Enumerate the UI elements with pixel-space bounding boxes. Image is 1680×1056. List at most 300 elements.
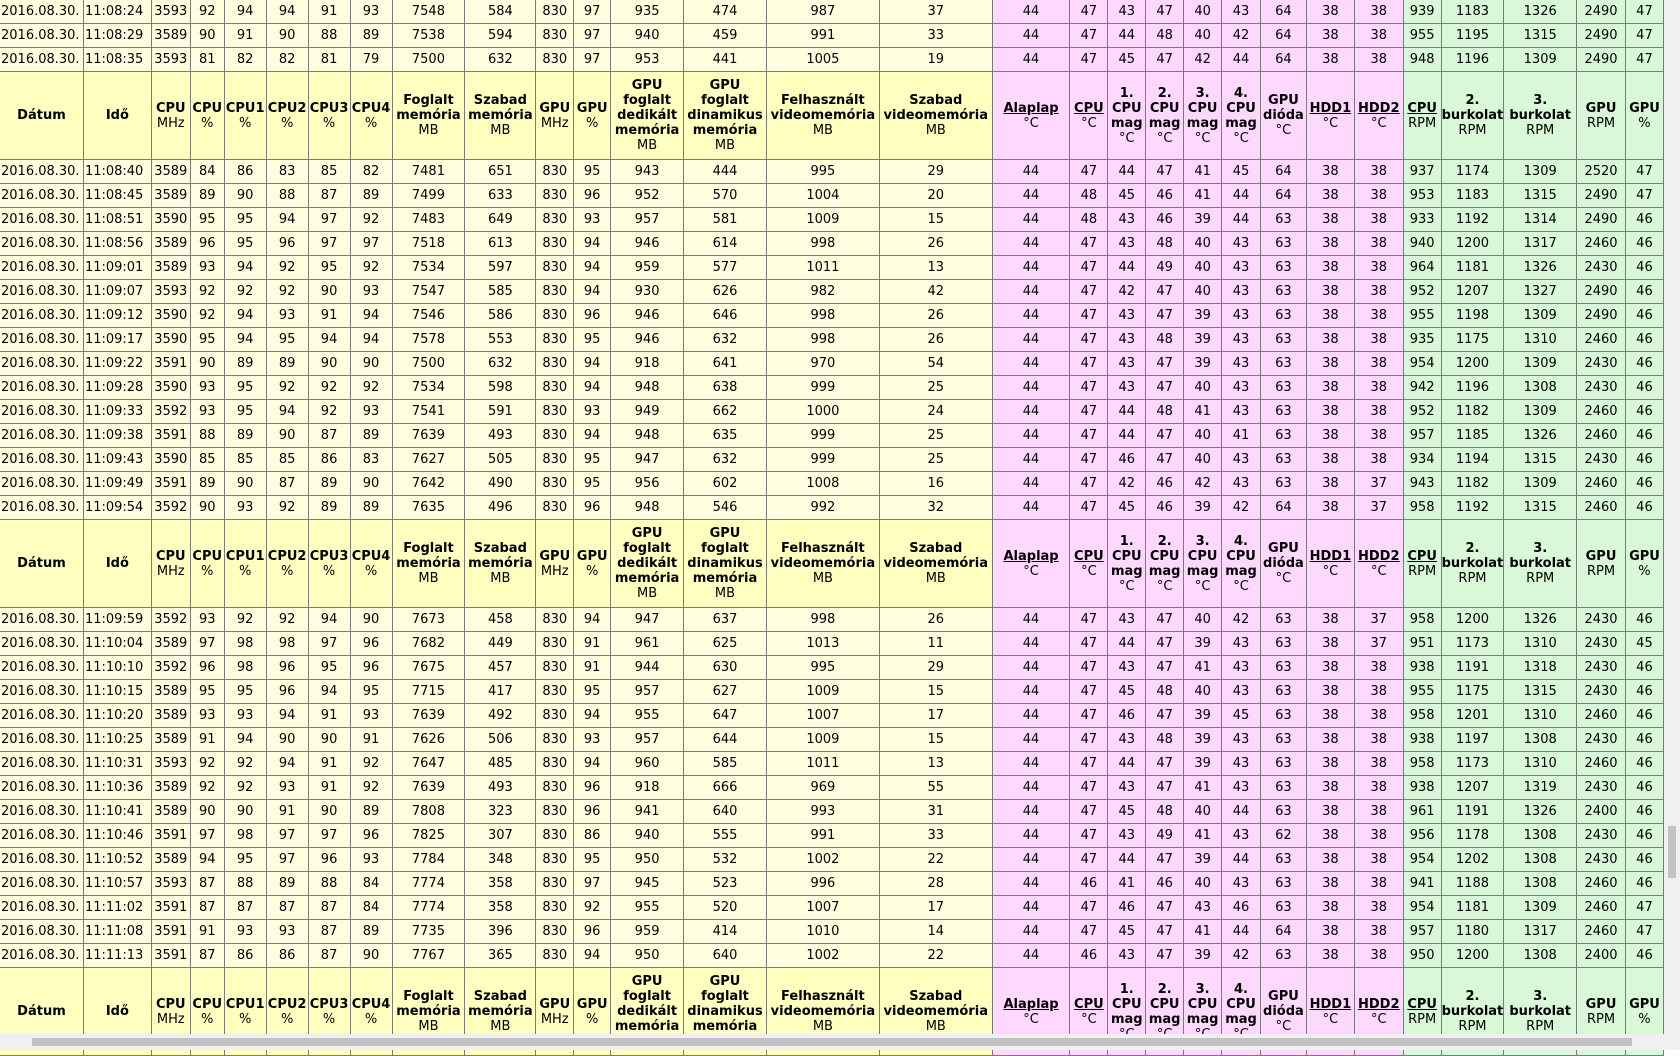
table-cell: 44 bbox=[993, 824, 1071, 848]
column-header-label: 1. bbox=[1119, 533, 1134, 549]
column-header-label: CPU bbox=[1187, 548, 1218, 564]
column-header-label: 3. bbox=[1195, 533, 1210, 549]
table-cell: 969 bbox=[767, 776, 880, 800]
column-sort-link[interactable] bbox=[993, 549, 1070, 564]
table-cell: 38 bbox=[1355, 896, 1404, 920]
column-header-label: CPU4 bbox=[351, 100, 391, 116]
table-cell: 11:10:57 bbox=[84, 872, 152, 896]
table-cell: 2490 bbox=[1577, 24, 1626, 48]
column-unit: MB bbox=[812, 571, 833, 586]
column-header-label: CPU bbox=[1407, 996, 1437, 1012]
table-cell: 92 bbox=[191, 776, 225, 800]
table-cell: 3590 bbox=[152, 376, 191, 400]
table-cell: 82 bbox=[225, 48, 267, 72]
table-row bbox=[0, 872, 1664, 896]
table-cell: 37 bbox=[880, 0, 993, 24]
table-cell: 47 bbox=[1626, 160, 1664, 184]
table-cell: 999 bbox=[767, 424, 880, 448]
table-cell: 94 bbox=[351, 328, 393, 352]
column-header-label: HDD2 bbox=[1358, 996, 1400, 1012]
column-sort-link[interactable] bbox=[1070, 549, 1107, 564]
table-cell: 964 bbox=[1404, 256, 1442, 280]
table-cell: 7481 bbox=[393, 160, 466, 184]
table-cell: 830 bbox=[536, 208, 574, 232]
column-header-label: Szabad bbox=[473, 93, 527, 108]
column-header[interactable] bbox=[1355, 520, 1404, 608]
column-unit: °C bbox=[1275, 1019, 1292, 1034]
table-cell: 38 bbox=[1307, 632, 1355, 656]
column-unit: RPM bbox=[1458, 1019, 1487, 1034]
column-header bbox=[191, 72, 225, 160]
column-unit: % bbox=[280, 1011, 294, 1027]
table-cell: 2490 bbox=[1577, 48, 1626, 72]
table-cell: 3591 bbox=[152, 920, 191, 944]
table-cell: 45 bbox=[1626, 632, 1664, 656]
table-cell: 41 bbox=[1184, 400, 1222, 424]
column-sort-link[interactable] bbox=[1355, 101, 1403, 116]
table-cell: 47 bbox=[1070, 232, 1108, 256]
column-header[interactable] bbox=[1355, 72, 1404, 160]
table-cell: 11:10:25 bbox=[84, 728, 152, 752]
column-sort-link[interactable] bbox=[1355, 997, 1403, 1012]
table-cell: 87 bbox=[309, 944, 351, 968]
table-row bbox=[0, 944, 1664, 968]
table-cell: 47 bbox=[1070, 608, 1108, 632]
table-cell: 3592 bbox=[152, 496, 191, 520]
column-sort-link[interactable] bbox=[1404, 101, 1441, 116]
column-header-label: GPU bbox=[539, 100, 571, 116]
table-cell: 626 bbox=[684, 280, 767, 304]
table-cell: 92 bbox=[225, 752, 267, 776]
table-cell: 44 bbox=[993, 944, 1071, 968]
table-cell: 11:10:31 bbox=[84, 752, 152, 776]
table-cell: 86 bbox=[309, 448, 351, 472]
table-row bbox=[0, 328, 1664, 352]
column-header bbox=[1184, 520, 1222, 608]
table-cell: 830 bbox=[536, 424, 574, 448]
table-cell: 79 bbox=[351, 48, 393, 72]
table-cell: 614 bbox=[684, 232, 767, 256]
table-cell: 38 bbox=[1355, 728, 1404, 752]
column-header-label: 3. bbox=[1533, 93, 1548, 108]
column-header-label: CPU bbox=[1149, 548, 1180, 564]
column-sort-link[interactable] bbox=[993, 101, 1070, 116]
table-cell: 17 bbox=[880, 704, 993, 728]
table-cell: 2016.08.30. bbox=[0, 728, 84, 752]
table-cell: 38 bbox=[1355, 0, 1404, 24]
table-cell: 47 bbox=[1070, 280, 1108, 304]
table-cell: 830 bbox=[536, 160, 574, 184]
table-cell: 2016.08.30. bbox=[0, 448, 84, 472]
table-cell: 44 bbox=[993, 872, 1071, 896]
table-cell: 38 bbox=[1355, 776, 1404, 800]
table-cell: 82 bbox=[267, 48, 309, 72]
table-cell: 37 bbox=[1355, 632, 1404, 656]
table-cell: 89 bbox=[351, 800, 393, 824]
table-cell: 96 bbox=[191, 232, 225, 256]
table-cell: 1310 bbox=[1504, 752, 1577, 776]
column-header[interactable] bbox=[1307, 520, 1355, 608]
column-header bbox=[351, 72, 393, 160]
table-cell: 3589 bbox=[152, 632, 191, 656]
column-header[interactable] bbox=[1404, 520, 1442, 608]
column-header-label: CPU1 bbox=[225, 996, 265, 1012]
table-cell: 22 bbox=[880, 944, 993, 968]
table-cell: 89 bbox=[267, 872, 309, 896]
column-header-label: CPU bbox=[1074, 996, 1104, 1012]
table-cell: 961 bbox=[1404, 800, 1442, 824]
column-header-label: GPU bbox=[631, 526, 663, 541]
table-cell: 38 bbox=[1355, 680, 1404, 704]
table-cell: 95 bbox=[225, 400, 267, 424]
table-cell: 43 bbox=[1222, 280, 1261, 304]
table-cell: 47 bbox=[1626, 896, 1664, 920]
table-cell: 1309 bbox=[1504, 472, 1577, 496]
column-header-label: dedikált bbox=[617, 1004, 678, 1019]
table-cell: 47 bbox=[1146, 752, 1184, 776]
table-cell: 91 bbox=[574, 632, 611, 656]
table-cell: 43 bbox=[1108, 776, 1146, 800]
table-cell: 39 bbox=[1184, 752, 1222, 776]
table-cell: 11:10:52 bbox=[84, 848, 152, 872]
vertical-scrollbar[interactable] bbox=[1664, 0, 1680, 1050]
table-cell: 47 bbox=[1146, 48, 1184, 72]
table-row bbox=[0, 920, 1664, 944]
table-cell: 46 bbox=[1626, 400, 1664, 424]
table-cell: 633 bbox=[465, 184, 536, 208]
table-cell: 92 bbox=[225, 280, 267, 304]
table-cell: 998 bbox=[767, 608, 880, 632]
column-unit: °C bbox=[1156, 578, 1173, 594]
table-cell: 90 bbox=[351, 472, 393, 496]
table-cell: 84 bbox=[351, 896, 393, 920]
table-cell: 47 bbox=[1146, 704, 1184, 728]
table-cell: 830 bbox=[536, 632, 574, 656]
table-cell: 993 bbox=[767, 800, 880, 824]
table-row bbox=[0, 400, 1664, 424]
table-cell: 570 bbox=[684, 184, 767, 208]
column-header-label: Szabad bbox=[909, 989, 963, 1004]
table-cell: 1201 bbox=[1442, 704, 1505, 728]
table-cell: 96 bbox=[267, 656, 309, 680]
table-cell: 38 bbox=[1355, 848, 1404, 872]
table-cell: 11:09:49 bbox=[84, 472, 152, 496]
table-cell: 2430 bbox=[1577, 376, 1626, 400]
table-cell: 95 bbox=[574, 448, 611, 472]
table-cell: 947 bbox=[611, 448, 684, 472]
column-sort-link[interactable] bbox=[1307, 549, 1354, 564]
column-header-label: CPU bbox=[1111, 996, 1142, 1012]
table-cell: 46 bbox=[1626, 680, 1664, 704]
table-cell: 88 bbox=[309, 24, 351, 48]
table-cell: 43 bbox=[1184, 896, 1222, 920]
column-header-label: mag bbox=[1148, 115, 1181, 131]
table-cell: 1310 bbox=[1504, 632, 1577, 656]
table-row bbox=[0, 448, 1664, 472]
column-header bbox=[84, 520, 152, 608]
table-cell: 41 bbox=[1108, 872, 1146, 896]
table-cell: 1309 bbox=[1504, 896, 1577, 920]
column-unit: °C bbox=[1023, 115, 1039, 131]
table-cell: 90 bbox=[191, 24, 225, 48]
table-cell: 1008 bbox=[767, 472, 880, 496]
table-cell: 2460 bbox=[1577, 920, 1626, 944]
table-cell: 94 bbox=[225, 304, 267, 328]
table-cell: 45 bbox=[1108, 680, 1146, 704]
column-header-label: mag bbox=[1186, 1011, 1219, 1027]
column-unit: RPM bbox=[1586, 115, 1616, 131]
table-cell: 43 bbox=[1222, 472, 1261, 496]
column-header-label: foglalt bbox=[623, 989, 671, 1004]
table-cell: 38 bbox=[1307, 848, 1355, 872]
table-cell: 45 bbox=[1108, 184, 1146, 208]
table-cell: 939 bbox=[1404, 0, 1442, 24]
table-cell: 97 bbox=[191, 824, 225, 848]
table-cell: 47 bbox=[1146, 848, 1184, 872]
table-cell: 1326 bbox=[1504, 608, 1577, 632]
table-cell: 47 bbox=[1070, 496, 1108, 520]
table-cell: 91 bbox=[191, 728, 225, 752]
table-cell: 958 bbox=[1404, 704, 1442, 728]
table-cell: 961 bbox=[611, 632, 684, 656]
table-cell: 2016.08.30. bbox=[0, 232, 84, 256]
table-cell: 97 bbox=[351, 232, 393, 256]
column-header-label: memória bbox=[396, 556, 461, 571]
table-cell: 830 bbox=[536, 944, 574, 968]
column-header[interactable] bbox=[1070, 72, 1108, 160]
table-cell: 2490 bbox=[1577, 184, 1626, 208]
column-header-label: Szabad bbox=[473, 989, 527, 1004]
column-header-label: GPU bbox=[1585, 100, 1617, 116]
column-header bbox=[684, 520, 767, 608]
table-cell: 88 bbox=[225, 872, 267, 896]
table-cell: 43 bbox=[1108, 944, 1146, 968]
column-sort-link[interactable] bbox=[1404, 549, 1441, 564]
table-cell: 43 bbox=[1222, 728, 1261, 752]
column-header-label: Szabad bbox=[473, 541, 527, 556]
table-cell: 941 bbox=[611, 800, 684, 824]
table-cell: 1318 bbox=[1504, 656, 1577, 680]
table-cell: 85 bbox=[309, 160, 351, 184]
table-cell: 581 bbox=[684, 208, 767, 232]
column-header bbox=[152, 72, 191, 160]
table-cell: 7642 bbox=[393, 472, 466, 496]
table-cell: 1011 bbox=[767, 752, 880, 776]
table-cell: 47 bbox=[1070, 376, 1108, 400]
column-header-label: CPU bbox=[1111, 100, 1142, 116]
table-cell: 613 bbox=[465, 232, 536, 256]
column-unit: MHz bbox=[540, 115, 569, 131]
column-header bbox=[225, 72, 267, 160]
column-sort-link[interactable] bbox=[1070, 997, 1107, 1012]
table-cell: 957 bbox=[611, 728, 684, 752]
table-cell: 11:08:40 bbox=[84, 160, 152, 184]
table-cell: 38 bbox=[1355, 352, 1404, 376]
column-header bbox=[1108, 72, 1146, 160]
table-cell: 7500 bbox=[393, 352, 466, 376]
column-unit: °C bbox=[1194, 130, 1211, 146]
table-cell: 584 bbox=[465, 0, 536, 24]
column-header-label: HDD1 bbox=[1309, 548, 1352, 564]
table-cell: 1315 bbox=[1504, 448, 1577, 472]
column-sort-link[interactable] bbox=[1307, 997, 1354, 1012]
table-cell: 38 bbox=[1355, 944, 1404, 968]
table-cell: 1194 bbox=[1442, 448, 1505, 472]
table-cell: 38 bbox=[1355, 232, 1404, 256]
table-cell: 651 bbox=[465, 160, 536, 184]
table-cell: 2430 bbox=[1577, 824, 1626, 848]
table-cell: 96 bbox=[574, 920, 611, 944]
table-cell: 28 bbox=[880, 872, 993, 896]
table-cell: 11:09:12 bbox=[84, 304, 152, 328]
table-cell: 44 bbox=[993, 328, 1071, 352]
table-cell: 952 bbox=[611, 184, 684, 208]
table-cell: 95 bbox=[574, 680, 611, 704]
column-header-label: videomemória bbox=[883, 556, 988, 571]
table-cell: 37 bbox=[1355, 496, 1404, 520]
table-cell: 7639 bbox=[393, 424, 466, 448]
horizontal-scrollbar[interactable] bbox=[0, 1034, 1664, 1050]
column-unit: % bbox=[280, 563, 294, 579]
column-header-label: GPU bbox=[631, 78, 663, 93]
column-header bbox=[536, 520, 574, 608]
vertical-scrollbar-thumb[interactable] bbox=[1668, 826, 1676, 878]
column-sort-link[interactable] bbox=[1070, 101, 1107, 116]
table-row bbox=[0, 0, 1664, 24]
table-cell: 46 bbox=[1626, 800, 1664, 824]
table-cell: 946 bbox=[611, 304, 684, 328]
table-cell: 830 bbox=[536, 608, 574, 632]
table-cell: 635 bbox=[684, 424, 767, 448]
table-cell: 47 bbox=[1070, 752, 1108, 776]
table-cell: 646 bbox=[684, 304, 767, 328]
table-cell: 63 bbox=[1261, 704, 1307, 728]
table-cell: 89 bbox=[351, 184, 393, 208]
table-cell: 2016.08.30. bbox=[0, 424, 84, 448]
table-cell: 44 bbox=[993, 232, 1071, 256]
column-header[interactable] bbox=[1404, 72, 1442, 160]
table-cell: 92 bbox=[267, 608, 309, 632]
table-row bbox=[0, 352, 1664, 376]
column-unit: MB bbox=[490, 1019, 511, 1034]
table-cell: 26 bbox=[880, 232, 993, 256]
table-cell: 63 bbox=[1261, 328, 1307, 352]
table-cell: 47 bbox=[1146, 0, 1184, 24]
table-cell: 96 bbox=[309, 848, 351, 872]
column-header bbox=[1108, 520, 1146, 608]
table-cell: 47 bbox=[1146, 160, 1184, 184]
column-sort-link[interactable] bbox=[1307, 101, 1354, 116]
column-unit: RPM bbox=[1408, 563, 1437, 579]
column-header[interactable] bbox=[1307, 72, 1355, 160]
table-cell: 38 bbox=[1307, 680, 1355, 704]
table-cell: 2460 bbox=[1577, 232, 1626, 256]
table-cell: 47 bbox=[1070, 824, 1108, 848]
table-cell: 41 bbox=[1184, 160, 1222, 184]
table-cell: 996 bbox=[767, 872, 880, 896]
table-cell: 7774 bbox=[393, 896, 466, 920]
table-cell: 307 bbox=[465, 824, 536, 848]
column-header-label: burkolat bbox=[1509, 1004, 1572, 1019]
table-cell: 11:09:22 bbox=[84, 352, 152, 376]
table-cell: 44 bbox=[1222, 208, 1261, 232]
table-cell: 47 bbox=[1070, 848, 1108, 872]
table-cell: 91 bbox=[309, 752, 351, 776]
column-header-label: CPU bbox=[1149, 100, 1180, 116]
column-header-label: Dátum bbox=[17, 108, 66, 123]
table-cell: 43 bbox=[1108, 824, 1146, 848]
table-cell: 63 bbox=[1261, 872, 1307, 896]
column-header[interactable] bbox=[1070, 520, 1108, 608]
table-cell: 47 bbox=[1146, 608, 1184, 632]
table-cell: 1181 bbox=[1442, 896, 1505, 920]
column-sort-link[interactable] bbox=[1404, 997, 1441, 1012]
column-header bbox=[267, 72, 309, 160]
table-cell: 1174 bbox=[1442, 160, 1505, 184]
table-cell: 995 bbox=[767, 160, 880, 184]
table-cell: 38 bbox=[1307, 400, 1355, 424]
column-header-label: memória bbox=[692, 123, 758, 138]
column-header-label: CPU bbox=[1226, 996, 1256, 1012]
table-cell: 3589 bbox=[152, 776, 191, 800]
table-cell: 7627 bbox=[393, 448, 466, 472]
table-cell: 92 bbox=[225, 608, 267, 632]
column-header-label: 1. bbox=[1119, 981, 1134, 997]
table-cell: 7767 bbox=[393, 944, 466, 968]
table-cell: 46 bbox=[1626, 448, 1664, 472]
table-cell: 597 bbox=[465, 256, 536, 280]
column-unit: MB bbox=[637, 138, 658, 153]
column-sort-link[interactable] bbox=[1355, 549, 1403, 564]
table-cell: 92 bbox=[351, 208, 393, 232]
table-cell: 1202 bbox=[1442, 848, 1505, 872]
table-cell: 43 bbox=[1108, 304, 1146, 328]
table-cell: 42 bbox=[1222, 944, 1261, 968]
table-cell: 38 bbox=[1307, 256, 1355, 280]
table-cell: 13 bbox=[880, 256, 993, 280]
table-cell: 88 bbox=[191, 424, 225, 448]
horizontal-scrollbar-thumb[interactable] bbox=[32, 1038, 1632, 1046]
table-cell: 3590 bbox=[152, 328, 191, 352]
column-unit: RPM bbox=[1408, 115, 1437, 131]
column-header-label: CPU bbox=[1407, 548, 1437, 564]
table-cell: 940 bbox=[611, 24, 684, 48]
table-cell: 1173 bbox=[1442, 632, 1505, 656]
table-cell: 577 bbox=[684, 256, 767, 280]
column-header-label: CPU bbox=[1074, 100, 1104, 116]
column-header-label: 2. bbox=[1465, 989, 1480, 1004]
table-cell: 941 bbox=[1404, 872, 1442, 896]
table-cell: 632 bbox=[684, 328, 767, 352]
table-cell: 38 bbox=[1355, 872, 1404, 896]
table-cell: 63 bbox=[1261, 376, 1307, 400]
table-cell: 92 bbox=[267, 256, 309, 280]
table-cell: 89 bbox=[309, 472, 351, 496]
column-sort-link[interactable] bbox=[993, 997, 1070, 1012]
table-cell: 630 bbox=[684, 656, 767, 680]
table-cell: 1308 bbox=[1504, 944, 1577, 968]
table-cell: 11:09:43 bbox=[84, 448, 152, 472]
column-header[interactable] bbox=[993, 72, 1071, 160]
column-header bbox=[152, 520, 191, 608]
table-cell: 3589 bbox=[152, 728, 191, 752]
table-cell: 935 bbox=[611, 0, 684, 24]
table-cell: 44 bbox=[993, 184, 1071, 208]
table-cell: 47 bbox=[1146, 448, 1184, 472]
table-cell: 2016.08.30. bbox=[0, 872, 84, 896]
column-header[interactable] bbox=[993, 520, 1071, 608]
table-cell: 632 bbox=[684, 448, 767, 472]
